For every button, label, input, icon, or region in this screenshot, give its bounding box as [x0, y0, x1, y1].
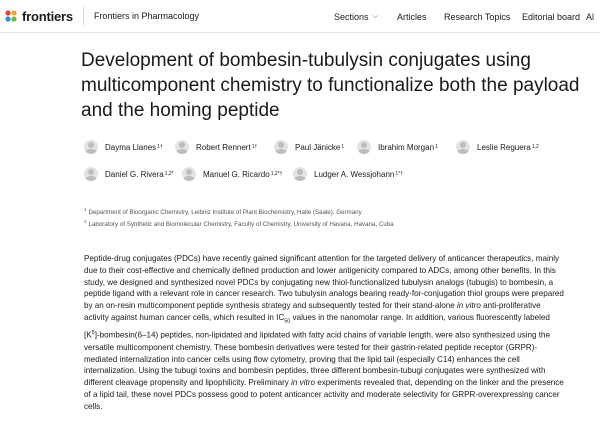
- avatar-icon: [293, 167, 307, 181]
- abstract-italic: in vitro: [456, 301, 481, 311]
- author-item[interactable]: [357, 140, 438, 154]
- author-name: Ludger A. Wessjohann: [314, 169, 395, 179]
- affiliations: [84, 205, 394, 229]
- author-item[interactable]: [182, 167, 282, 181]
- nav-sections-label: Sections: [334, 11, 369, 22]
- nav-about-link[interactable]: Al: [586, 11, 595, 22]
- avatar-icon: [274, 140, 288, 154]
- affiliation-text: Department of Bioorganic Chemistry, Leibniz Institute of Plant Biochemistry, Halle (Saale), Germany: [88, 209, 362, 217]
- abstract-superscript: 5: [91, 330, 95, 337]
- author-affiliation-sup: 1†: [251, 144, 258, 150]
- avatar-icon: [84, 140, 98, 154]
- journal-name-link[interactable]: Frontiers in Pharmacology: [93, 11, 199, 21]
- author-name: Robert Rennert: [196, 142, 251, 152]
- author-item[interactable]: [274, 140, 344, 154]
- author-affiliation-sup: 1,2*†: [270, 171, 283, 177]
- affiliation-item: [84, 205, 394, 217]
- author-affiliation-sup: 1,2: [531, 144, 539, 150]
- affiliation-text: Laboratory of Synthetic and Biomolecular Chemistry, Faculty of Chemistry, University of Havana, Havana, Cuba: [88, 221, 394, 229]
- article-title: Development of bombesin-tubulysin conjugates using multicomponent chemistry to functionalize both the payload and the homing peptide: [81, 50, 580, 121]
- author-item[interactable]: [293, 167, 403, 181]
- author-affiliation-sup: 1*†: [395, 171, 403, 177]
- abstract-text: values in the nanomolar range. In addition, various fluorescently labeled [K: [84, 312, 550, 341]
- top-navigation-bar: [0, 0, 600, 33]
- header-divider: [83, 7, 84, 25]
- avatar-icon: [182, 167, 196, 181]
- author-item[interactable]: [84, 140, 163, 154]
- abstract-italic: in vitro: [291, 378, 315, 388]
- abstract-paragraph: [84, 253, 566, 413]
- nav-research-topics-link[interactable]: Research Topics: [444, 11, 511, 22]
- author-name: Manuel G. Ricardo: [203, 169, 270, 179]
- avatar-icon: [84, 167, 98, 181]
- avatar-icon: [357, 140, 371, 154]
- frontiers-logo-icon: [4, 9, 18, 23]
- abstract-text: ]-bombesin(6–14) peptides, non-lipidated and lipidated with fatty acid chains of variable length, were also synthesized using the versatile multicomponent chemistry. These bombesin derivatives were tested for their gastrin-related peptide receptor (GRPR)-mediated internalization into cancer cells using flow cytometry, proving that the lipid tail (especially C14) enhances the cell internalization. Using the tubugi toxins and bombesin peptides, three different bombesin-tubugi conjugates were synthesized with different cleavage propensity and lipophilicity. Preliminary: [84, 331, 551, 388]
- chevron-down-icon: ⌵: [372, 12, 378, 20]
- author-name: Daniel G. Rivera: [105, 169, 164, 179]
- abstract-text: Peptide-drug conjugates (PDCs) have recently gained significant attention for the targeted delivery of anticancer therapeutics, mainly due to their cost-effective and chemically defined production and lower antigenicity compared to ADCs, among other benefits. In this study, we designed and synthesized novel PDCs by conjugating new thiol-functionalized tubulysin analogs (tubugis) to bombesin, a peptide ligand with a relevant role in cancer research. Two tubulysin analogs bearing ready-for-conjugation thiol groups were prepared by an on-resin multicomponent peptide synthesis strategy and subsequently tested for their stand-alone: [84, 254, 564, 311]
- affiliation-number: 2: [84, 219, 87, 225]
- abstract-text: experiments revealed that, depending on the linker and the presence of a lipid tail, these novel PDCs possess good to potent anticancer activity and moderate selectivity for GRPR-overexpressing cancer cells.: [84, 378, 564, 411]
- author-affiliation-sup: 1,2*: [164, 171, 174, 177]
- nav-sections-dropdown[interactable]: [334, 0, 378, 33]
- author-affiliation-sup: 1: [435, 144, 438, 150]
- nav-editorial-board-link[interactable]: Editorial board: [522, 11, 581, 22]
- affiliation-item: [84, 217, 394, 229]
- author-affiliation-sup: 1: [341, 144, 345, 150]
- abstract: [84, 253, 566, 413]
- author-item[interactable]: [84, 167, 174, 181]
- abstract-subscript: 50: [284, 318, 291, 325]
- avatar-icon: [175, 140, 189, 154]
- frontiers-logo[interactable]: [4, 9, 73, 24]
- nav-articles-link[interactable]: Articles: [397, 11, 427, 22]
- author-affiliation-sup: 1†: [157, 144, 163, 150]
- author-item[interactable]: [175, 140, 257, 154]
- author-name: Dayma Llanes: [105, 142, 157, 152]
- affiliation-number: 1: [84, 207, 87, 212]
- author-name: Ibrahim Morgan: [378, 142, 435, 152]
- logo-text: frontiers: [22, 8, 73, 24]
- author-item[interactable]: [456, 140, 539, 154]
- avatar-icon: [456, 140, 470, 154]
- abstract-text: anti-proliferative activity against human cancer cells, which resulted in IC: [84, 301, 541, 322]
- author-name: Leslie Reguera: [477, 142, 531, 152]
- author-name: Paul Jänicke: [295, 142, 341, 152]
